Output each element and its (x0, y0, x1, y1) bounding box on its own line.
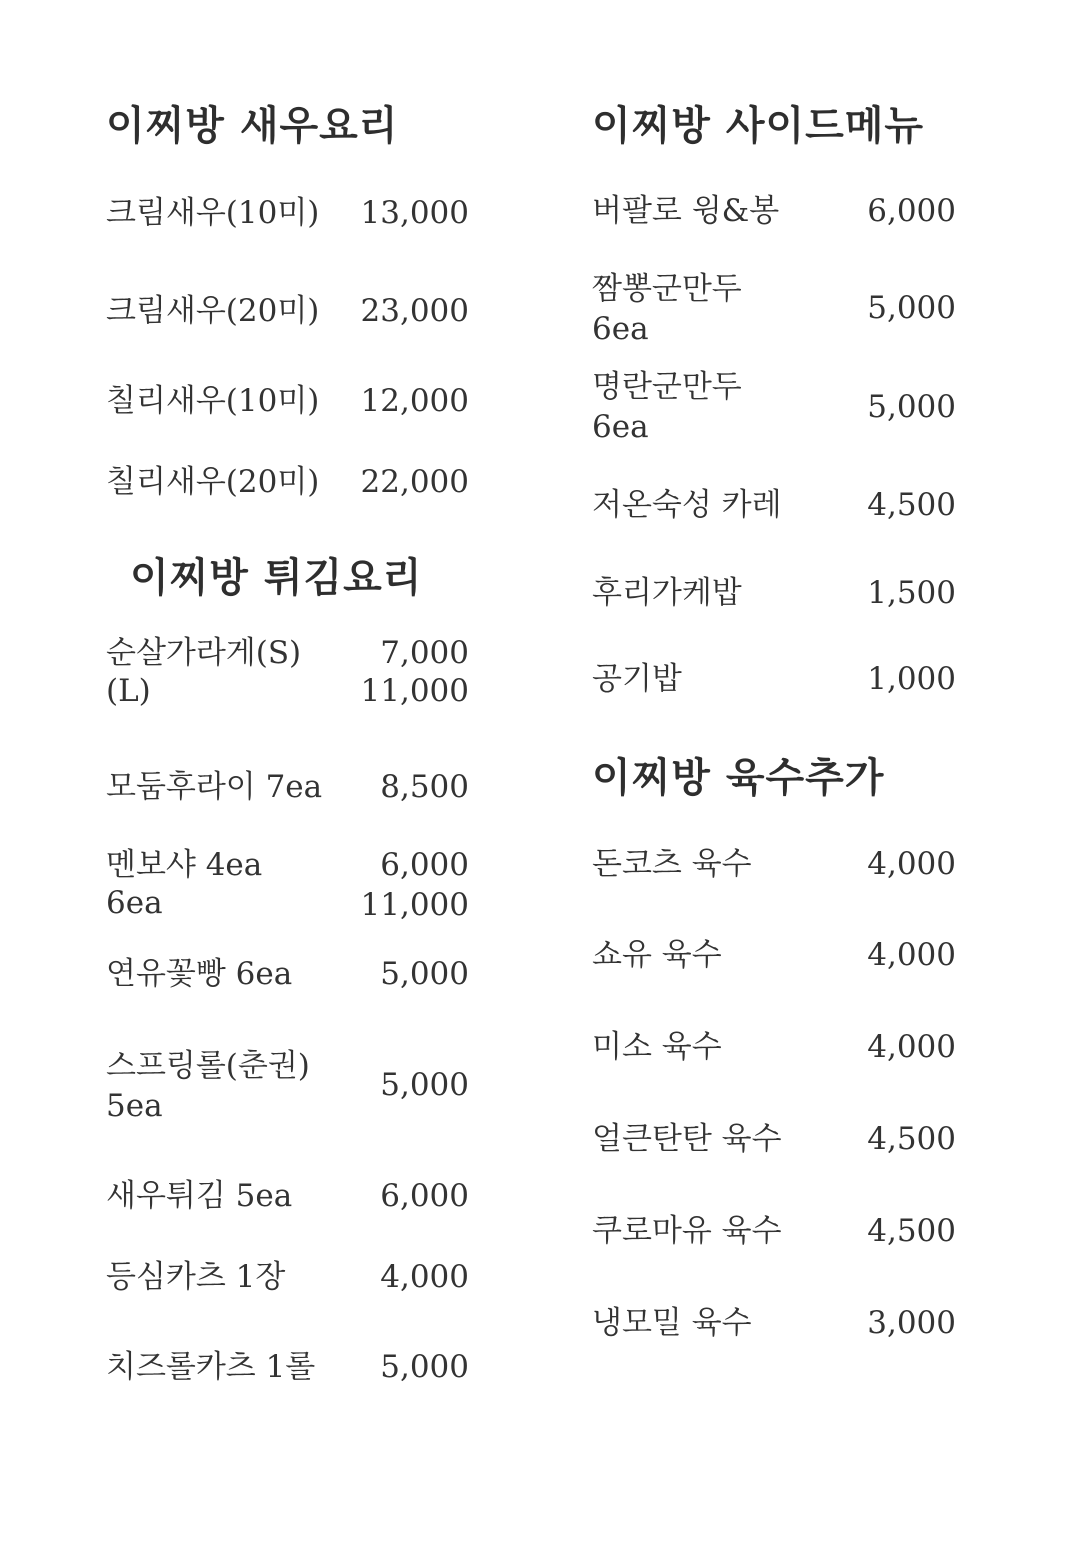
item-price: 4,000 (867, 846, 956, 882)
item-price: 4,500 (867, 1213, 956, 1249)
item-price: 22,000 (360, 464, 469, 500)
item-price: 5,000 (380, 1349, 469, 1385)
item-price: 13,000 (360, 195, 469, 231)
item-name-line2: 6ea (106, 885, 163, 921)
item-price: 5,000 (867, 290, 956, 326)
item-name: 공기밥 (592, 661, 682, 697)
side-section-title: 이찌방 사이드메뉴 (592, 103, 925, 149)
item-name: 칠리새우(20미) (106, 464, 320, 500)
item-name: 크림새우(10미) (106, 195, 320, 231)
item-name: 짬뽕군만두 (592, 271, 742, 307)
item-price: 4,000 (380, 1259, 469, 1295)
item-name: 등심카츠 1장 (106, 1259, 286, 1295)
item-name: 얼큰탄탄 육수 (592, 1121, 782, 1157)
item-price: 12,000 (360, 383, 469, 419)
item-price: 6,000 (380, 847, 469, 883)
item-price: 4,500 (867, 1121, 956, 1157)
item-price: 1,500 (867, 575, 956, 611)
item-name: 후리가케밥 (592, 575, 742, 611)
item-price: 1,000 (867, 661, 956, 697)
item-name: 연유꽃빵 6ea (106, 956, 293, 992)
item-price: 5,000 (380, 956, 469, 992)
item-name: 새우튀김 5ea (106, 1178, 293, 1214)
item-price-line2: 11,000 (360, 887, 469, 923)
item-name: 저온숙성 카레 (592, 487, 782, 523)
item-price: 8,500 (380, 769, 469, 805)
item-price: 4,000 (867, 937, 956, 973)
item-price: 3,000 (867, 1305, 956, 1341)
broth-section-title: 이찌방 육수추가 (592, 755, 885, 801)
item-name: 칠리새우(10미) (106, 383, 320, 419)
item-price: 5,000 (867, 389, 956, 425)
item-name: 멘보샤 4ea (106, 847, 263, 883)
item-name: 쇼유 육수 (592, 937, 722, 973)
item-name: 냉모밀 육수 (592, 1305, 752, 1341)
item-name: 돈코츠 육수 (592, 846, 752, 882)
item-name-line2: 6ea (592, 311, 649, 347)
item-name: 치즈롤카츠 1롤 (106, 1349, 316, 1385)
item-name: 버팔로 윙&봉 (592, 193, 780, 229)
item-name: 쿠로마유 육수 (592, 1213, 782, 1249)
item-price-line2: 11,000 (360, 673, 469, 709)
item-name-line2: (L) (106, 673, 151, 709)
item-name: 스프링롤(춘권) (106, 1048, 310, 1084)
item-price: 6,000 (867, 193, 956, 229)
item-price: 23,000 (360, 293, 469, 329)
item-name: 크림새우(20미) (106, 293, 320, 329)
item-name: 명란군만두 (592, 369, 742, 405)
item-price: 5,000 (380, 1067, 469, 1103)
item-price: 6,000 (380, 1178, 469, 1214)
item-price: 4,000 (867, 1029, 956, 1065)
fried-section-title: 이찌방 튀김요리 (130, 555, 423, 601)
item-name-line2: 5ea (106, 1088, 163, 1124)
shrimp-section-title: 이찌방 새우요리 (106, 103, 399, 149)
item-name-line2: 6ea (592, 409, 649, 445)
item-price: 4,500 (867, 487, 956, 523)
item-price: 7,000 (380, 635, 469, 671)
item-name: 미소 육수 (592, 1029, 722, 1065)
item-name: 순살가라게(S) (106, 635, 302, 671)
item-name: 모둠후라이 7ea (106, 769, 323, 805)
